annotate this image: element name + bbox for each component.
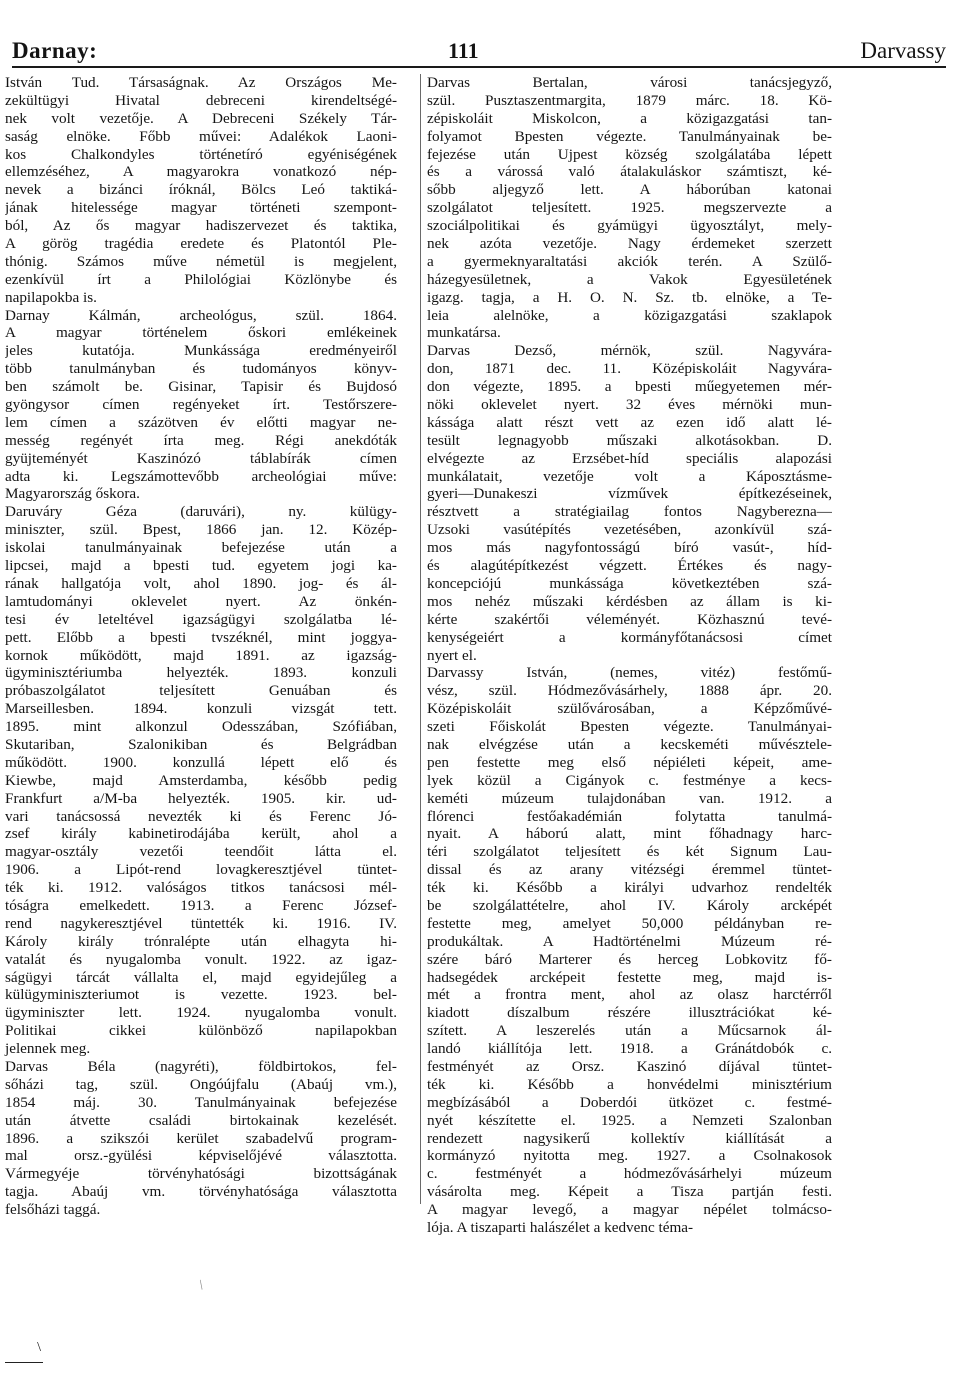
text-line: szére báró Marterer és herceg Lobkovitz fő- xyxy=(427,950,832,968)
text-line: A görög tragédia eredete és Platontól Ple- xyxy=(5,235,397,253)
text-line: adta ki. Legszámottevőbb archeológiai műve: xyxy=(5,467,397,485)
text-line: napilapokba is. xyxy=(5,288,97,306)
text-line: Frankfurt a/M-ba helyezték. 1905. kir. ud- xyxy=(5,789,397,807)
text-line: Kiewbe, majd Amsterdamba, később pedig xyxy=(5,771,397,789)
text-line: szolgálatot teljesített. 1925. megszervezte a xyxy=(427,199,832,217)
text-line: lyek közül a Cigányok c. festménye a kecs- xyxy=(427,771,832,789)
text-line: Károly király trónralépte után elhagyta hi- xyxy=(5,932,397,950)
text-line: után átvette családi birtokainak kezelését. xyxy=(5,1111,397,1129)
text-line: Darnay Kálmán, archeológus, szül. 1864. xyxy=(5,306,397,324)
text-line: Középiskoláit szülővárosában, a Képzőművé- xyxy=(427,700,832,718)
text-line: 1896. a szikszói kerület szabadelvű program- xyxy=(5,1129,397,1147)
text-line: messég regényét írta meg. Régi anekdóták xyxy=(5,431,397,449)
text-line: Darvas Dezső, mérnök, szül. Nagyvára- xyxy=(427,342,832,360)
text-line: lem címen a százötven év előtti magyar ne- xyxy=(5,413,397,431)
margin-mark xyxy=(5,1340,43,1363)
text-line: mét a frontra ment, ahol az olasz harctérről xyxy=(427,986,832,1004)
text-line: ték ki. 1912. valóságos titkos tanácsosi mél- xyxy=(5,879,397,897)
text-line: István Tud. Társaságnak. Az Országos Me- xyxy=(5,74,397,91)
text-line: ból, Az ős magyar hadiszervezet és taktika, xyxy=(5,217,397,235)
text-line: leia alelnöke, a közigazgatási szaklapok xyxy=(427,306,832,324)
text-line: a gyermeknyaraltatási akciók terén. A Szülő- xyxy=(427,252,832,270)
text-line: nevek a bizánci íróknál, Bölcs Leó taktiká- xyxy=(5,181,397,199)
text-line: ságügyi tárcát vállalta el, majd egyidejűleg a xyxy=(5,968,397,986)
text-line: jeles kutatója. Munkássága eredményeiről xyxy=(5,342,397,360)
text-line: nak elvégzése után a kecskeméti művésztele- xyxy=(427,735,832,753)
column-divider xyxy=(420,74,421,1204)
text-line: kenységeiért a kormányfőtanácsosi címet xyxy=(427,628,832,646)
text-line: nyait. A háború alatt, mint főhadnagy harc- xyxy=(427,825,832,843)
text-line: A magyar történelem őskori emlékeinek xyxy=(5,324,397,342)
text-line: A magyar levegő, a magyar népélet tolmácso- xyxy=(427,1201,832,1219)
header-left-keyword: Darnay: xyxy=(12,38,98,63)
text-line: gyeri—Dunakeszi vízművek építkezéseinek, xyxy=(427,485,832,503)
text-line: rának hallgatója volt, ahol 1890. jog- és ál- xyxy=(5,574,397,592)
text-line: kérte szakértői véleményét. Közhasznú tevé- xyxy=(427,610,832,628)
text-line: pett. Előbb a bpesti tvszéknél, mint joggya- xyxy=(5,628,397,646)
text-line: megbízásából a Doberdói ütközet c. festmé- xyxy=(427,1093,832,1111)
text-line: lamtudományi oklevelet nyert. Az önkén- xyxy=(5,592,397,610)
text-line: vész, szül. Hódmezővásárhely, 1888 ápr. 20. xyxy=(427,682,832,700)
text-line: munkálatait, vezetője volt a Káposztásme- xyxy=(427,467,832,485)
text-line: keméti múzeum tulajdonában van. 1912. a xyxy=(427,789,832,807)
text-line: nyét készítette el. 1925. a Nemzeti Szalonban xyxy=(427,1111,832,1129)
text-line: zsef király kabinetirodájába került, ahol a xyxy=(5,825,397,843)
text-line: iskolai tanulmányainak befejezése után a xyxy=(5,539,397,557)
text-line: saság elnöke. Főbb művei: Adalékok Laoni- xyxy=(5,127,397,145)
text-line: hadsegédek arcképeit festette meg, majd is- xyxy=(427,968,832,986)
text-line: elvégezte az Erzsébet-híd speciális alapozási xyxy=(427,449,832,467)
text-line: magyar-osztály vezetői teendőit látta el. xyxy=(5,843,397,861)
text-line: Magyarország őskora. xyxy=(5,485,140,503)
text-line: festette meg, amelyet 50,000 példányban re- xyxy=(427,914,832,932)
text-line: ügyminisztériumba helyezték. 1893. konzuli xyxy=(5,664,397,682)
page-number: 111 xyxy=(448,38,479,63)
text-line: és a várossá való átalakuláskor számtiszt, ké- xyxy=(427,163,832,181)
text-line: don, 1871 dec. 11. Középiskoláit Nagyvára- xyxy=(427,360,832,378)
text-line: Darvas Bertalan, városi tanácsjegyző, xyxy=(427,74,832,91)
text-line: szociálpolitikai és gyámügyi ügyosztályt, mely- xyxy=(427,217,832,235)
text-line: dissal és az arany vitézségi éremmel tüntet- xyxy=(427,861,832,879)
text-line: kássága alatt részt vett az ezen idő alatt lé- xyxy=(427,413,832,431)
text-line: don végezte, 1895. a bpesti műegyetemen mér- xyxy=(427,378,832,396)
text-line: 1906. a Lipót-rend lovagkeresztjével tüntet- xyxy=(5,861,397,879)
text-line: landó kiállítója lett. 1918. a Gránátdobók c. xyxy=(427,1040,832,1058)
text-line: miniszter, szül. Bpest, 1866 jan. 12. Közép- xyxy=(5,521,397,539)
text-line: szített. A leszerelés után a Műcsarnok ál- xyxy=(427,1022,832,1040)
text-line: pen festette meg első népiéleti képeit, ame- xyxy=(427,753,832,771)
text-line: kornok működött, majd 1891. az igazság- xyxy=(5,646,397,664)
text-line: tagja. Abaúj vm. törvényhatósága választotta xyxy=(5,1183,397,1201)
text-line: házegyesületnek, a Vakok Egyesületének xyxy=(427,270,832,288)
text-line: rendezett nagysikerű kollektív kiállítását a xyxy=(427,1129,832,1147)
text-line: ezenkívül írt a Philológiai Közlönybe és xyxy=(5,270,397,288)
text-line: nöki oklevelet nyert. 32 éves mérnöki mun- xyxy=(427,396,832,414)
text-line: ellemzéséhez, A magyarokra vonatkozó nép- xyxy=(5,163,397,181)
text-line: folyamot Bpesten végezte. Tanulmányainak be- xyxy=(427,127,832,145)
text-line: munkatársa. xyxy=(427,324,501,342)
text-line: mal orsz.-gyülési képviselőjévé választotta. xyxy=(5,1147,397,1165)
text-line: flórenci festőakadémián folytatta tanulmá- xyxy=(427,807,832,825)
text-line: zekültügyi Hivatal debreceni kirendeltségé- xyxy=(5,91,397,109)
text-line: sőbb aljegyző lett. A háborúban katonai xyxy=(427,181,832,199)
text-line: ügyminiszter lett. 1924. nyugalomba vonult. xyxy=(5,1004,397,1022)
text-line: ték ki. Később a honvédelmi minisztérium xyxy=(427,1075,832,1093)
text-line: Uzsoki vasútépítés vezetésében, azonkívül szá- xyxy=(427,521,832,539)
text-line: produkáltak. A Hadtörténelmi Múzeum ré- xyxy=(427,932,832,950)
text-line: nek azóta vezetője. Nagy érdemeket szerzett xyxy=(427,235,832,253)
text-line: kormányzó nyitotta meg. 1927. a Csolnakosok xyxy=(427,1147,832,1165)
text-line: lipcsei, majd a bpesti tud. egyetem jogi ka- xyxy=(5,557,397,575)
text-line: Darvassy István, (nemes, vitéz) festőmű- xyxy=(427,664,832,682)
text-line: nek volt vezetője. A Debreceni Székely Tár- xyxy=(5,109,397,127)
text-line: mos más nagyfontosságú bíró vasút-, híd- xyxy=(427,539,832,557)
text-line: 1895. mint alkonzul Odesszában, Szófiában, xyxy=(5,718,397,736)
text-line: és alagútépítkezést végzett. Értékes és nagy- xyxy=(427,557,832,575)
margin-mark-glyph: \ xyxy=(37,1340,41,1355)
text-line: Skutariban, Szalonikiban és Belgrádban xyxy=(5,735,397,753)
text-line: kiadott díszalbum részére illusztrációkat ké- xyxy=(427,1004,832,1022)
text-line: kos Chalkondyles történetíró egyéniségének xyxy=(5,145,397,163)
text-line: c. festményét a hódmezővásárhelyi múzeum xyxy=(427,1165,832,1183)
text-line: Darvas Béla (nagyréti), földbirtokos, fel- xyxy=(5,1057,397,1075)
text-line: szeti Főiskolát Bpesten végezte. Tanulmányai- xyxy=(427,718,832,736)
text-line: koncepciójú munkássága következtében szá- xyxy=(427,574,832,592)
text-line: több tanulmányban és tudományos könyv- xyxy=(5,360,397,378)
text-line: sőházi tag, szül. Ongóújfalu (Abaúj vm.), xyxy=(5,1075,397,1093)
text-line: téri szolgálatot teljesített és két Signum Lau- xyxy=(427,843,832,861)
text-line: be szolgálattételre, ahol IV. Károly arcképét xyxy=(427,896,832,914)
text-line: próbaszolgálatot teljesített Genuában és xyxy=(5,682,397,700)
text-line: zépiskoláit Miskolcon, a közigazgatási tan- xyxy=(427,109,832,127)
page-header xyxy=(12,36,946,68)
text-line: vari tanácsossá nevezték ki és Ferenc Jó- xyxy=(5,807,397,825)
text-line: vatalát és nyugalomba vonult. 1922. az igaz- xyxy=(5,950,397,968)
text-line: igazg. tagja, a H. O. N. Sz. tb. elnöke, a Te- xyxy=(427,288,832,306)
text-line: vásárolta meg. Képeit a Tisza partján festi. xyxy=(427,1183,832,1201)
text-line: Marseillesben. 1894. konzuli vizsgát tett. xyxy=(5,700,397,718)
text-line: Politikai cikkei különböző napilapokban xyxy=(5,1022,397,1040)
text-line: ték ki. Később a királyi udvarhoz rendelték xyxy=(427,879,832,897)
text-line: 1854 máj. 30. Tanulmányainak befejezése xyxy=(5,1093,397,1111)
text-line: tesi év leteltével igazságügyi szolgálatba lé- xyxy=(5,610,397,628)
text-line: gyüjteményét Kaszinózó táblabírák címen xyxy=(5,449,397,467)
text-line: fejezése után Ujpest község szolgálatába lépett xyxy=(427,145,832,163)
text-line: ben számolt be. Gisinar, Tapisir és Bujdosó xyxy=(5,378,397,396)
text-line: mos nehéz műszaki kérdésben az állam is ki- xyxy=(427,592,832,610)
text-line: thónig. Számos műve németül is megjelent, xyxy=(5,252,397,270)
text-line: festményét az Orsz. Kaszinó díjával tüntet- xyxy=(427,1057,832,1075)
text-line: felsőházi taggá. xyxy=(5,1201,101,1219)
right-column xyxy=(427,74,832,1237)
text-line: külügyminiszteriumot is vezette. 1923. bel- xyxy=(5,986,397,1004)
text-line: szül. Pusztaszentmargita, 1879 márc. 18. Kö- xyxy=(427,91,832,109)
text-line: résztvett a stratégiailag fontos Nagyberezna— xyxy=(427,503,832,521)
stray-pen-mark: / xyxy=(196,1278,208,1294)
text-line: Vármegyéje törvényhatósági bizottságának xyxy=(5,1165,397,1183)
text-line: tóságra emelkedett. 1913. a Ferenc József- xyxy=(5,896,397,914)
text-line: gyöngysor címen regényeket írt. Testőrszere- xyxy=(5,396,397,414)
text-line: Daruváry Géza (daruvári), ny. külügy- xyxy=(5,503,397,521)
text-line: jelennek meg. xyxy=(5,1040,91,1058)
text-line: lója. A tiszaparti halászélet a kedvenc téma- xyxy=(427,1219,694,1236)
left-column xyxy=(5,74,397,1219)
text-line: nyert el. xyxy=(427,646,477,664)
text-line: működött. 1900. konzullá lépett elő és xyxy=(5,753,397,771)
text-line: jának hitelessége magyar történeti szempont- xyxy=(5,199,397,217)
text-line: tesült legnagyobb műszaki alkotásokban. D. xyxy=(427,431,832,449)
text-line: rend nagykeresztjével tüntették ki. 1916. IV. xyxy=(5,914,397,932)
header-right-keyword: Darvassy xyxy=(860,38,946,63)
